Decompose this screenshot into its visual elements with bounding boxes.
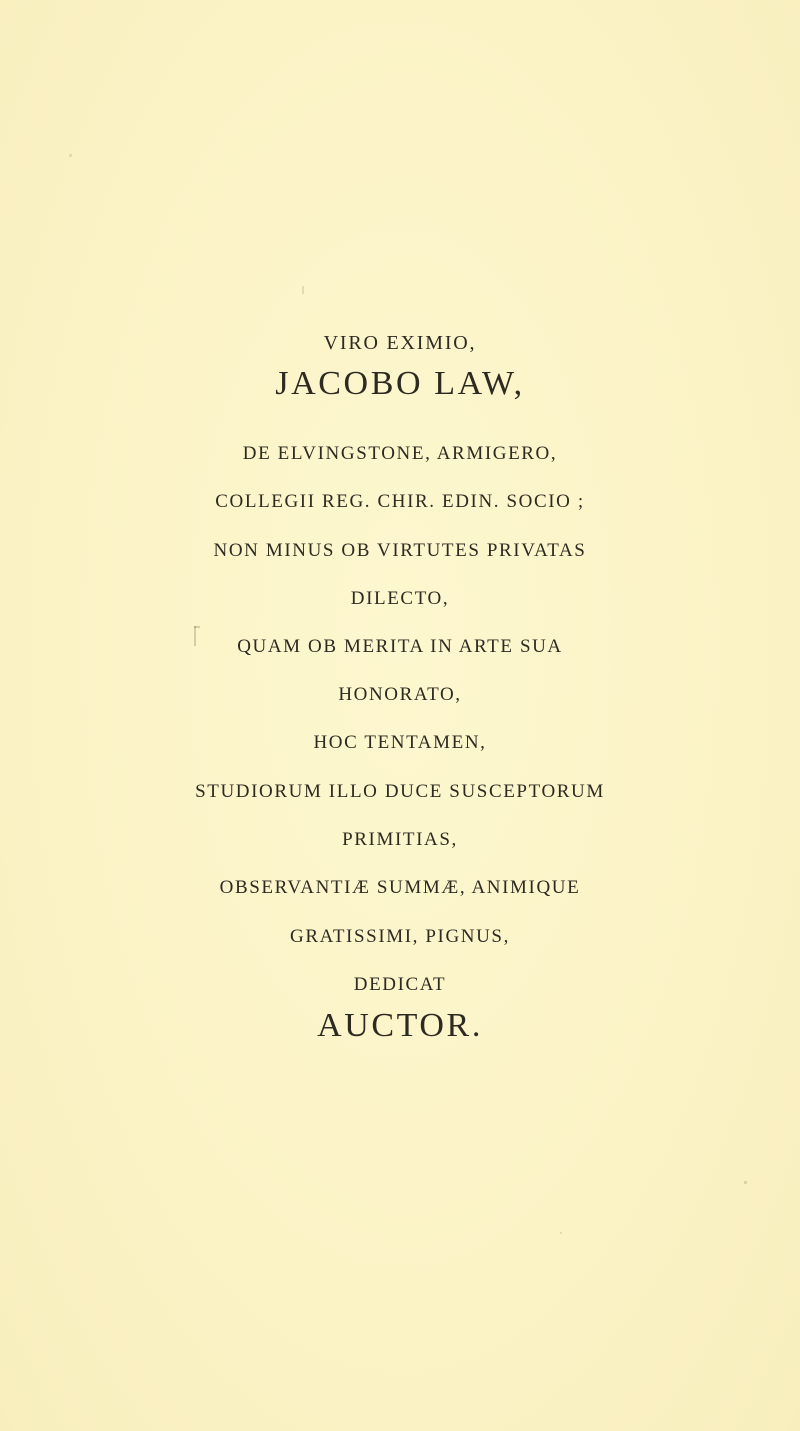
dedication-author: AUCTOR.	[317, 1007, 483, 1044]
dedication-line-observantiae: OBSERVANTIÆ SUMMÆ, ANIMIQUE	[219, 877, 581, 898]
dedication-line-gratissimi: GRATISSIMI, PIGNUS,	[290, 926, 510, 947]
dedication-line-non-minus: NON MINUS OB VIRTUTES PRIVATAS	[213, 540, 587, 561]
dedication-line-elvingstone: DE ELVINGSTONE, ARMIGERO,	[242, 443, 558, 464]
print-speck	[302, 286, 304, 294]
dedication-line-hoc-tentamen: HOC TENTAMEN,	[313, 732, 487, 753]
print-speck	[69, 154, 72, 157]
print-speck	[194, 626, 196, 646]
dedication-line-dilecto: DILECTO,	[350, 588, 450, 609]
print-speck	[560, 1232, 562, 1234]
dedication-line-collegii: COLLEGII REG. CHIR. EDIN. SOCIO ;	[215, 491, 585, 512]
dedication-line-primitias: PRIMITIAS,	[342, 829, 458, 850]
dedication-name-heading: JACOBO LAW,	[275, 365, 525, 402]
print-speck	[194, 626, 200, 628]
dedication-line-dedicat: DEDICAT	[353, 974, 447, 995]
dedication-line-quam: QUAM OB MERITA IN ARTE SUA	[237, 636, 563, 657]
dedication-line-studiorum: STUDIORUM ILLO DUCE SUSCEPTORUM	[195, 781, 605, 802]
dedication-line-viro-eximio: VIRO EXIMIO,	[323, 332, 477, 354]
dedication-line-honorato: HONORATO,	[338, 684, 462, 705]
print-speck	[744, 1181, 747, 1184]
